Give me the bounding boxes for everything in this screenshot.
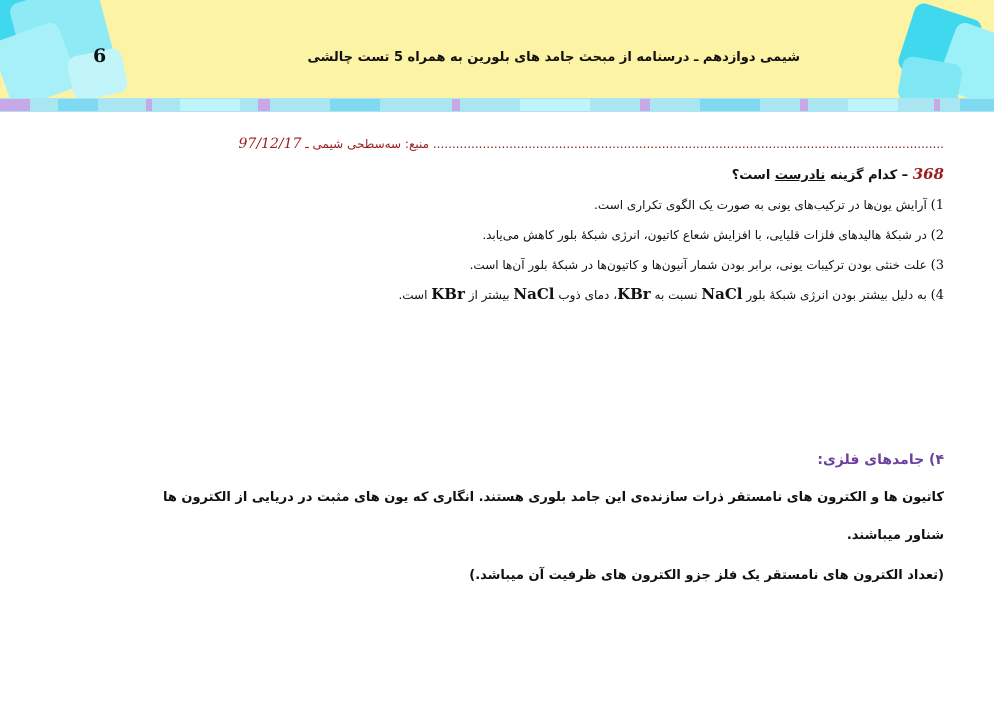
question-source — [239, 136, 945, 152]
option-text: علت خنثی بودن ترکیبات یونی، برابر بودن شمار آنیون‌ها و کاتیون‌ها در شبکهٔ بلور آن‌ها است. — [469, 258, 927, 272]
formula-nacl: NaCl — [513, 285, 555, 303]
section-title: ۴) جامدهای فلزی: — [817, 452, 944, 468]
stripe-block — [960, 99, 994, 111]
section-paragraph-line: شناور میباشند. — [846, 528, 944, 543]
stripe-block — [0, 99, 30, 111]
stripe-block — [330, 99, 380, 111]
option-text: نسبت به — [654, 288, 698, 302]
stripe-block — [258, 99, 270, 111]
stripe-block — [452, 99, 460, 111]
option-number: 1) — [930, 198, 944, 213]
dotted-leader: ...................................................................................................................................... — [432, 137, 944, 151]
stripe-block — [848, 99, 898, 111]
option-number: 3) — [930, 258, 944, 273]
stripe-block — [146, 99, 152, 111]
header-stripe — [0, 98, 994, 112]
stripe-block — [520, 99, 590, 111]
stripe-block — [58, 99, 98, 111]
question-text-end: است؟ — [731, 168, 771, 183]
option-text: بیشتر از — [468, 288, 510, 302]
option-4 — [398, 285, 944, 303]
page-title: شیمی دوازدهم ـ درسنامه از مبحث جامد های بلورین به همراه 5 تست چالشی — [307, 50, 800, 65]
stripe-block — [934, 99, 940, 111]
option-text: در شبکهٔ هالیدهای فلزات قلیایی، با افزایش شعاع کاتیون، انرژی شبکهٔ بلور کاهش می‌یابد. — [482, 228, 927, 242]
option-2 — [482, 228, 944, 243]
option-number: 2) — [930, 228, 944, 243]
question-underlined-word: نادرست — [774, 168, 826, 183]
page-number: 6 — [93, 45, 107, 67]
option-1 — [594, 198, 944, 213]
option-text: به دلیل بیشتر بودن انرژی شبکهٔ بلور — [746, 288, 927, 302]
option-text: ، دمای ذوب — [558, 288, 618, 302]
stripe-block — [800, 99, 808, 111]
formula-kbr: KBr — [617, 285, 651, 303]
formula-nacl: NaCl — [701, 285, 743, 303]
section-paragraph-line: کاتیون ها و الکترون های نامستقر ذرات سازنده‌ی این جامد بلوری هستند. انگاری که یون های مثبت در دریایی از الکترون ها — [162, 490, 944, 505]
stripe-block — [180, 99, 240, 111]
question-number: 368 — [912, 165, 944, 183]
source-date: 97/12/17 — [238, 136, 302, 152]
stripe-block — [640, 99, 650, 111]
option-3 — [470, 258, 944, 273]
question-text: – کدام گزینه — [829, 168, 909, 183]
stripe-block — [700, 99, 760, 111]
option-text: آرایش یون‌ها در ترکیب‌های یونی به صورت یک الگوی تکراری است. — [594, 198, 927, 212]
source-label: منبع: سه‌سطحی شیمی ـ — [305, 137, 430, 151]
page-header — [0, 0, 994, 100]
option-number: 4) — [930, 288, 944, 303]
section-paragraph-note: (تعداد الکترون های نامستقر یک فلز جزو الکترون های ظرفیت آن میباشد.) — [469, 568, 944, 583]
option-text: است. — [398, 288, 428, 302]
formula-kbr: KBr — [431, 285, 465, 303]
question-stem — [732, 165, 944, 183]
